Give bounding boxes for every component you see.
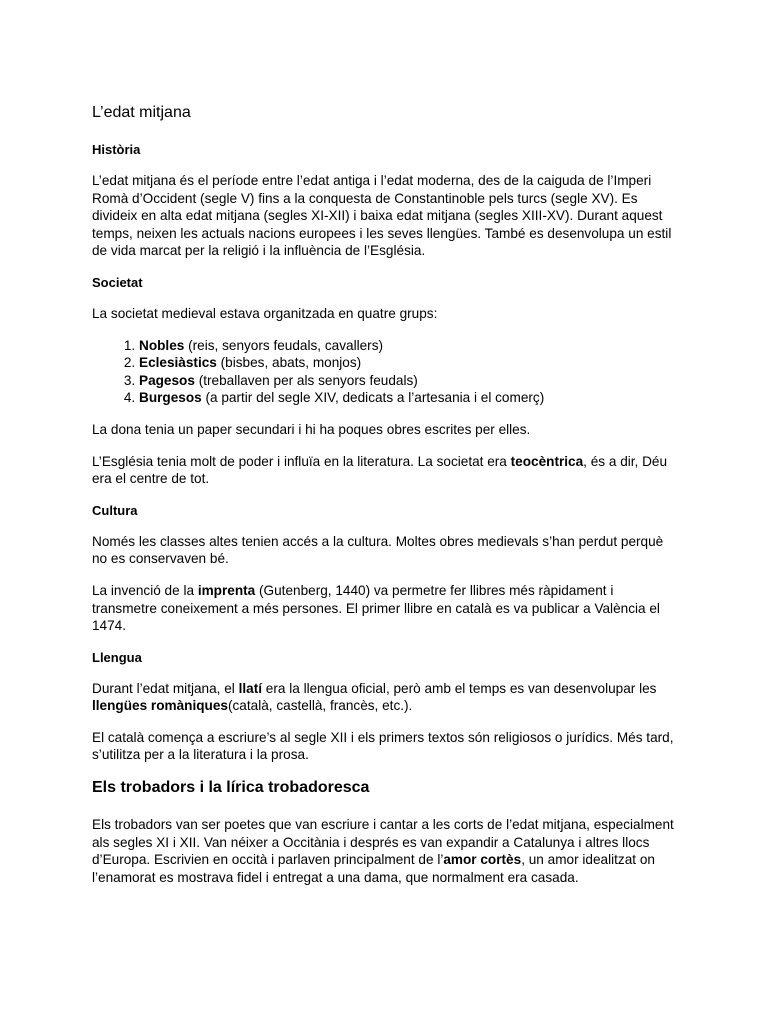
list-item (139, 337, 682, 355)
paragraph-trobadors (92, 816, 682, 886)
text-run: (català, castellà, francès, etc.). (227, 698, 413, 714)
paragraph-llengua-1 (92, 680, 682, 715)
text-run: Els trobadors van ser poetes que van escriure i cantar a les corts de l’edat mitjana, especialment als segles XI i XII. Van néixer a Occitània i després es van expandir a Catalunya i altres llocs d’Europa. Escrivien en occità i parlaven principalment de l’ (92, 817, 674, 868)
group-term: Nobles (139, 337, 185, 353)
list-social-groups (92, 337, 682, 407)
paragraph-cultura-2 (92, 582, 682, 635)
heading-trobadors: Els trobadors i la lírica trobadoresca (92, 779, 370, 797)
bold-term: llengües romàniques (92, 698, 228, 714)
list-item (139, 389, 682, 407)
text-run: , un amor idealitzat on l’enamorat es mostrava fidel i entregat a una dama, que normalment era casada. (92, 852, 655, 885)
group-desc: (bisbes, abats, monjos) (216, 355, 362, 371)
text-run: La invenció de la (92, 582, 198, 598)
text-run: L’Església tenia molt de poder i influïa en la literatura. La societat era (92, 453, 511, 469)
paragraph-llengua-2: El català comença a escriure’s al segle XII i els primers textos són religiosos o jurídics. Més tard, s’utilitza per a la literatura i la prosa. (92, 729, 674, 763)
heading-historia: Història (92, 142, 141, 157)
group-term: Burgesos (139, 390, 202, 406)
text-run: era la llengua oficial, però amb el temps es van desenvolupar les (262, 680, 657, 696)
heading-llengua: Llengua (92, 649, 142, 665)
group-desc: (a partir del segle XIV, dedicats a l’artesania i el comerç) (201, 390, 545, 406)
group-desc: (reis, senyors feudals, cavallers) (184, 337, 384, 353)
group-desc: (treballaven per als senyors feudals) (194, 372, 418, 388)
group-term: Eclesiàstics (139, 355, 217, 371)
text-run: Durant l’edat mitjana, el (92, 680, 239, 696)
list-item (139, 354, 682, 372)
bold-term: teocèntrica (510, 453, 584, 469)
document-title: L’edat mitjana (92, 104, 191, 121)
paragraph-dona: La dona tenia un paper secundari i hi ha poques obres escrites per elles. (92, 421, 531, 437)
paragraph-historia: L’edat mitjana és el període entre l’edat antiga i l’edat moderna, des de la caiguda de l’Imperi Romà d’Occident (segle V) fins a la conquesta de Constantinoble pels turcs (segle XV). Es divideix en alta edat mitjana (segles XI-XII) i baixa edat mitjana (segles XIII-XV). Durant aquest temps, neixen les actuals nacions europees i les seves llengües. També es desenvolupa un estil de vida marcat per la religió i la influència de l’Església. (92, 173, 672, 259)
bold-term: llatí (238, 680, 263, 696)
paragraph-cultura-1: Només les classes altes tenien accés a la cultura. Moltes obres medievals s’han perdut perquè no es conservaven bé. (92, 533, 664, 567)
text-run: , és a dir, Déu era el centre de tot. (92, 453, 668, 487)
bold-term: amor cortès (443, 852, 522, 868)
list-item (139, 372, 682, 390)
heading-societat: Societat (92, 274, 143, 290)
paragraph-esglesia (92, 453, 682, 488)
paragraph-societat-intro: La societat medieval estava organitzada en quatre grups: (92, 305, 438, 321)
group-term: Pagesos (139, 372, 195, 388)
text-run: (Gutenberg, 1440) va permetre fer llibres més ràpidament i transmetre coneixement a més persones. El primer llibre en català es va publicar a València el 1474. (92, 582, 660, 634)
document-page (92, 103, 682, 900)
heading-cultura: Cultura (92, 502, 138, 518)
bold-term: imprenta (197, 582, 256, 598)
